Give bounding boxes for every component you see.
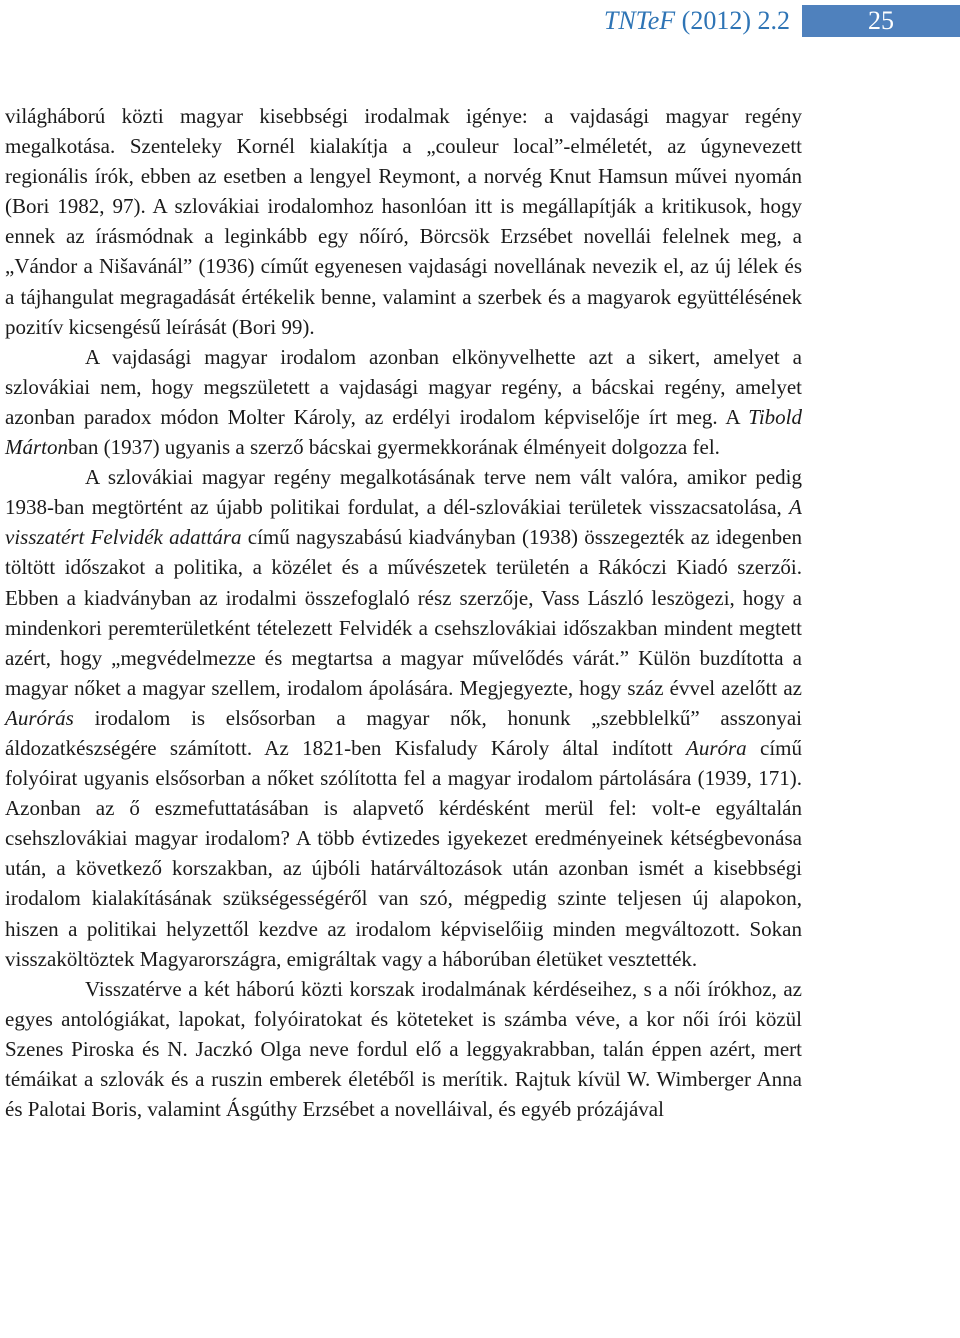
journal-issue: (2012) 2.2 bbox=[675, 6, 790, 35]
paragraph-3-text-a: A szlovákiai magyar regény megalkotásának terve nem vált valóra, amikor pedig 1938-ban megtörtént az újabb politikai fordulat, a dél-szlovákiai területek visszacsatolása, bbox=[5, 465, 802, 520]
title-felvidek-adattara: A visszatért Felvidék adattára bbox=[5, 495, 802, 550]
paragraph-3-text-d: című folyóirat ugyanis elsősorban a nőket szólította fel a magyar irodalom pártolására (1939, 171). Azonban az ő eszmefuttatásában is alapvető kérdésként merül fel: volt-e egyáltalán csehszlovákiai magyar irodalom? A több évtizedes igyekezet eredményeinek kétségbevonása után, a következő korszakban, az újbóli határváltozások után azonban ismét a kisebbségi irodalom kialakításának szükségességéről van szó, mégpedig szinte teljesen új alapokon, hiszen a politikai helyzettől kezdve az irodalom képviselőiig minden megváltozott. Sokan visszaköltöztek Magyarországra, emigráltak vagy a háborúban életüket vesztették. bbox=[5, 735, 803, 971]
running-head bbox=[604, 6, 790, 36]
paragraph-2-text-a: A vajdasági magyar irodalom azonban elkönyvelhette azt a sikert, amelyet a szlovákiai nem, hogy megszületett a vajdasági magyar regény, a bácskai regény, amelyet azonban paradox módon Molter Károly, az erdélyi irodalom képviselője írt meg. A bbox=[5, 344, 802, 429]
paragraph-2-text-b: ban (1937) ugyanis a szerző bácskai gyermekkorának élményeit dolgozza fel. bbox=[68, 435, 720, 460]
title-tibold-marton: Tibold Márton bbox=[5, 404, 802, 460]
paragraph-3-text-b: című nagyszabású kiadványban (1938) összegezték az idegenben töltött időszakot a politika, a közélet és a művészetek területén a Rákóczi Kiadó szerzői. Ebben a kiadványban az irodalmi összefoglaló rész szerzője, Vass László leszögezi, hogy a mindenkori peremterületként tételezett Felvidék a csehszlovákiai időszakban mindent megtett azért, hogy „megvédelmezze és megtartsa a magyar művelődés várát.” Külön buzdította a magyar nőket a magyar szellem, irodalom ápolására. Megjegyezte, hogy száz évvel azelőtt az bbox=[5, 525, 802, 700]
title-aurora-adjective: Aurórás bbox=[5, 705, 74, 730]
page-number: 25 bbox=[802, 5, 960, 37]
page-header bbox=[0, 0, 960, 40]
body-text bbox=[5, 101, 802, 1124]
paragraph-1-text: világháború közti magyar kisebbségi irodalmak igénye: a vajdasági magyar regény megalkotása. Szenteleky Kornél kialakítja a „couleur local”-elméletét, az úgynevezett regionális írók, ebben az esetben a lengyel Reymont, a norvég Knut Hamsun művei nyomán (Bori 1982, 97). A szlovákiai irodalomhoz hasonlóan itt is megállapítják a kritikusok, hogy ennek az írásmódnak a leginkább egy nőíró, Börcsök Erzsébet novellái felelnek meg, a „Vándor a Nišavánál” (1936) címűt egyenesen vajdasági novellának nevezik el, az új lélek és a tájhangulat megragadását értékelik benne, valamint a szerbek és a magyarok együttélésének pozitív kicsengésű leírását (Bori 99). bbox=[5, 104, 802, 339]
paragraph-4 bbox=[5, 974, 802, 1124]
paragraph-3-text-c: irodalom is elsősorban a magyar nők, honunk „szebblelkű” asszonyai áldozatkészségére számított. Az 1821-ben Kisfaludy Károly által indított bbox=[5, 705, 802, 760]
paragraph-2 bbox=[5, 342, 802, 462]
paragraph-4-text: Visszatérve a két háború közti korszak irodalmának kérdéseihez, s a női írókhoz, az egyes antológiákat, lapokat, folyóiratokat és köteteket is számba véve, a kor női írói közül Szenes Piroska és N. Jaczkó Olga neve fordul elő a leggyakrabban, talán éppen azért, mert témáikat a szlovák és a ruszin emberek életéből is merítik. Rajtuk kívül W. Wimberger Anna és Palotai Boris, valamint Ásgúthy Erzsébet a novelláival, és egyéb prózájával bbox=[5, 976, 802, 1122]
title-aurora: Auróra bbox=[686, 735, 747, 760]
paragraph-1 bbox=[5, 101, 802, 342]
paragraph-3 bbox=[5, 462, 802, 974]
journal-name: TNTeF bbox=[603, 6, 676, 35]
